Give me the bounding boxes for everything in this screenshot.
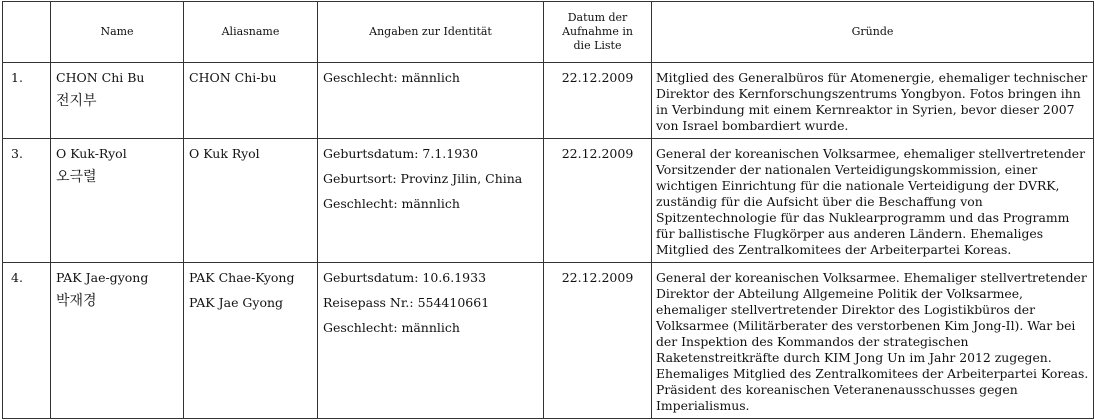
person-name-korean: 오극렬 bbox=[56, 169, 97, 185]
table-row bbox=[3, 139, 1094, 263]
identity-line: Geschlecht: männlich bbox=[323, 320, 460, 335]
header-identity: Angaben zur Identität bbox=[318, 2, 544, 63]
identity-line: Geschlecht: männlich bbox=[323, 196, 460, 211]
alias-name: PAK Jae Gyong bbox=[189, 295, 284, 310]
alias-name: PAK Chae-Kyong bbox=[189, 270, 295, 285]
header-number bbox=[3, 2, 51, 63]
listing-date: 22.12.2009 bbox=[544, 139, 652, 263]
identity-cell bbox=[318, 139, 544, 263]
reasons-text: General der koreanischen Volksarmee, ehemaliger stellvertretender Vorsitzender der nationalen Verteidigungskommission, einer wichtigen Einrichtung für die nationale Verteidigung der DVRK, zuständig für die Aufsicht über die Beschaffung von Spitzentechnologie für das Nuklearprogramm und das Programm für ballistische Flugkörper aus anderen Ländern. Ehemaliges Mitglied des Zentralkomitees der Arbeiterpartei Koreas. bbox=[652, 139, 1094, 263]
table-row bbox=[3, 263, 1094, 419]
alias-name: CHON Chi-bu bbox=[189, 70, 277, 85]
listing-date: 22.12.2009 bbox=[544, 263, 652, 419]
identity-line: Geburtsdatum: 10.6.1933 bbox=[323, 270, 487, 285]
reasons-text: Mitglied des Generalbüros für Atomenergie, ehemaliger technischer Direktor des Kernforschungszentrums Yongbyon. Fotos bringen ihn in Verbindung mit einem Kernreaktor in Syrien, bevor dieser 2007 von Israel bombardiert wurde. bbox=[652, 63, 1094, 139]
table-row bbox=[3, 63, 1094, 139]
alias-cell bbox=[184, 63, 318, 139]
person-name: O Kuk-Ryol bbox=[56, 146, 127, 161]
identity-line: Geschlecht: männlich bbox=[323, 70, 460, 85]
identity-line: Reisepass Nr.: 554410661 bbox=[323, 295, 490, 310]
header-name: Name bbox=[51, 2, 184, 63]
identity-cell bbox=[318, 63, 544, 139]
person-name-cell bbox=[51, 139, 184, 263]
identity-line: Geburtsort: Provinz Jilin, China bbox=[323, 171, 523, 186]
row-number: 1. bbox=[3, 63, 51, 139]
header-reasons: Gründe bbox=[652, 2, 1094, 63]
identity-line: Geburtsdatum: 7.1.1930 bbox=[323, 146, 479, 161]
sanctions-table bbox=[2, 1, 1094, 419]
reasons-text: General der koreanischen Volksarmee. Ehemaliger stellvertretender Direktor der Abteilung Allgemeine Politik der Volksarmee, ehemaliger stellvertretender Direktor des Logistikbüros der Volksarmee (Militärberater des verstorbenen Kim Jong-Il). War bei der Inspektion des Kommandos der strategischen Raketenstreitkräfte durch KIM Jong Un im Jahr 2012 zugegen. Ehemaliges Mitglied des Zentralkomitees der Arbeiterpartei Koreas. Präsident des koreanischen Veteranenausschusses gegen Imperialismus. bbox=[652, 263, 1094, 419]
alias-cell bbox=[184, 139, 318, 263]
header-date: Datum der Aufnahme in die Liste bbox=[544, 2, 652, 63]
header-alias: Aliasname bbox=[184, 2, 318, 63]
person-name-korean: 박재경 bbox=[56, 293, 97, 309]
identity-cell bbox=[318, 263, 544, 419]
row-number: 4. bbox=[3, 263, 51, 419]
row-number: 3. bbox=[3, 139, 51, 263]
person-name: CHON Chi Bu bbox=[56, 70, 145, 85]
person-name-cell bbox=[51, 263, 184, 419]
table-header-row bbox=[3, 2, 1094, 63]
alias-name: O Kuk Ryol bbox=[189, 146, 260, 161]
listing-date: 22.12.2009 bbox=[544, 63, 652, 139]
person-name-cell bbox=[51, 63, 184, 139]
person-name: PAK Jae-gyong bbox=[56, 270, 149, 285]
alias-cell bbox=[184, 263, 318, 419]
person-name-korean: 전지부 bbox=[56, 93, 97, 109]
